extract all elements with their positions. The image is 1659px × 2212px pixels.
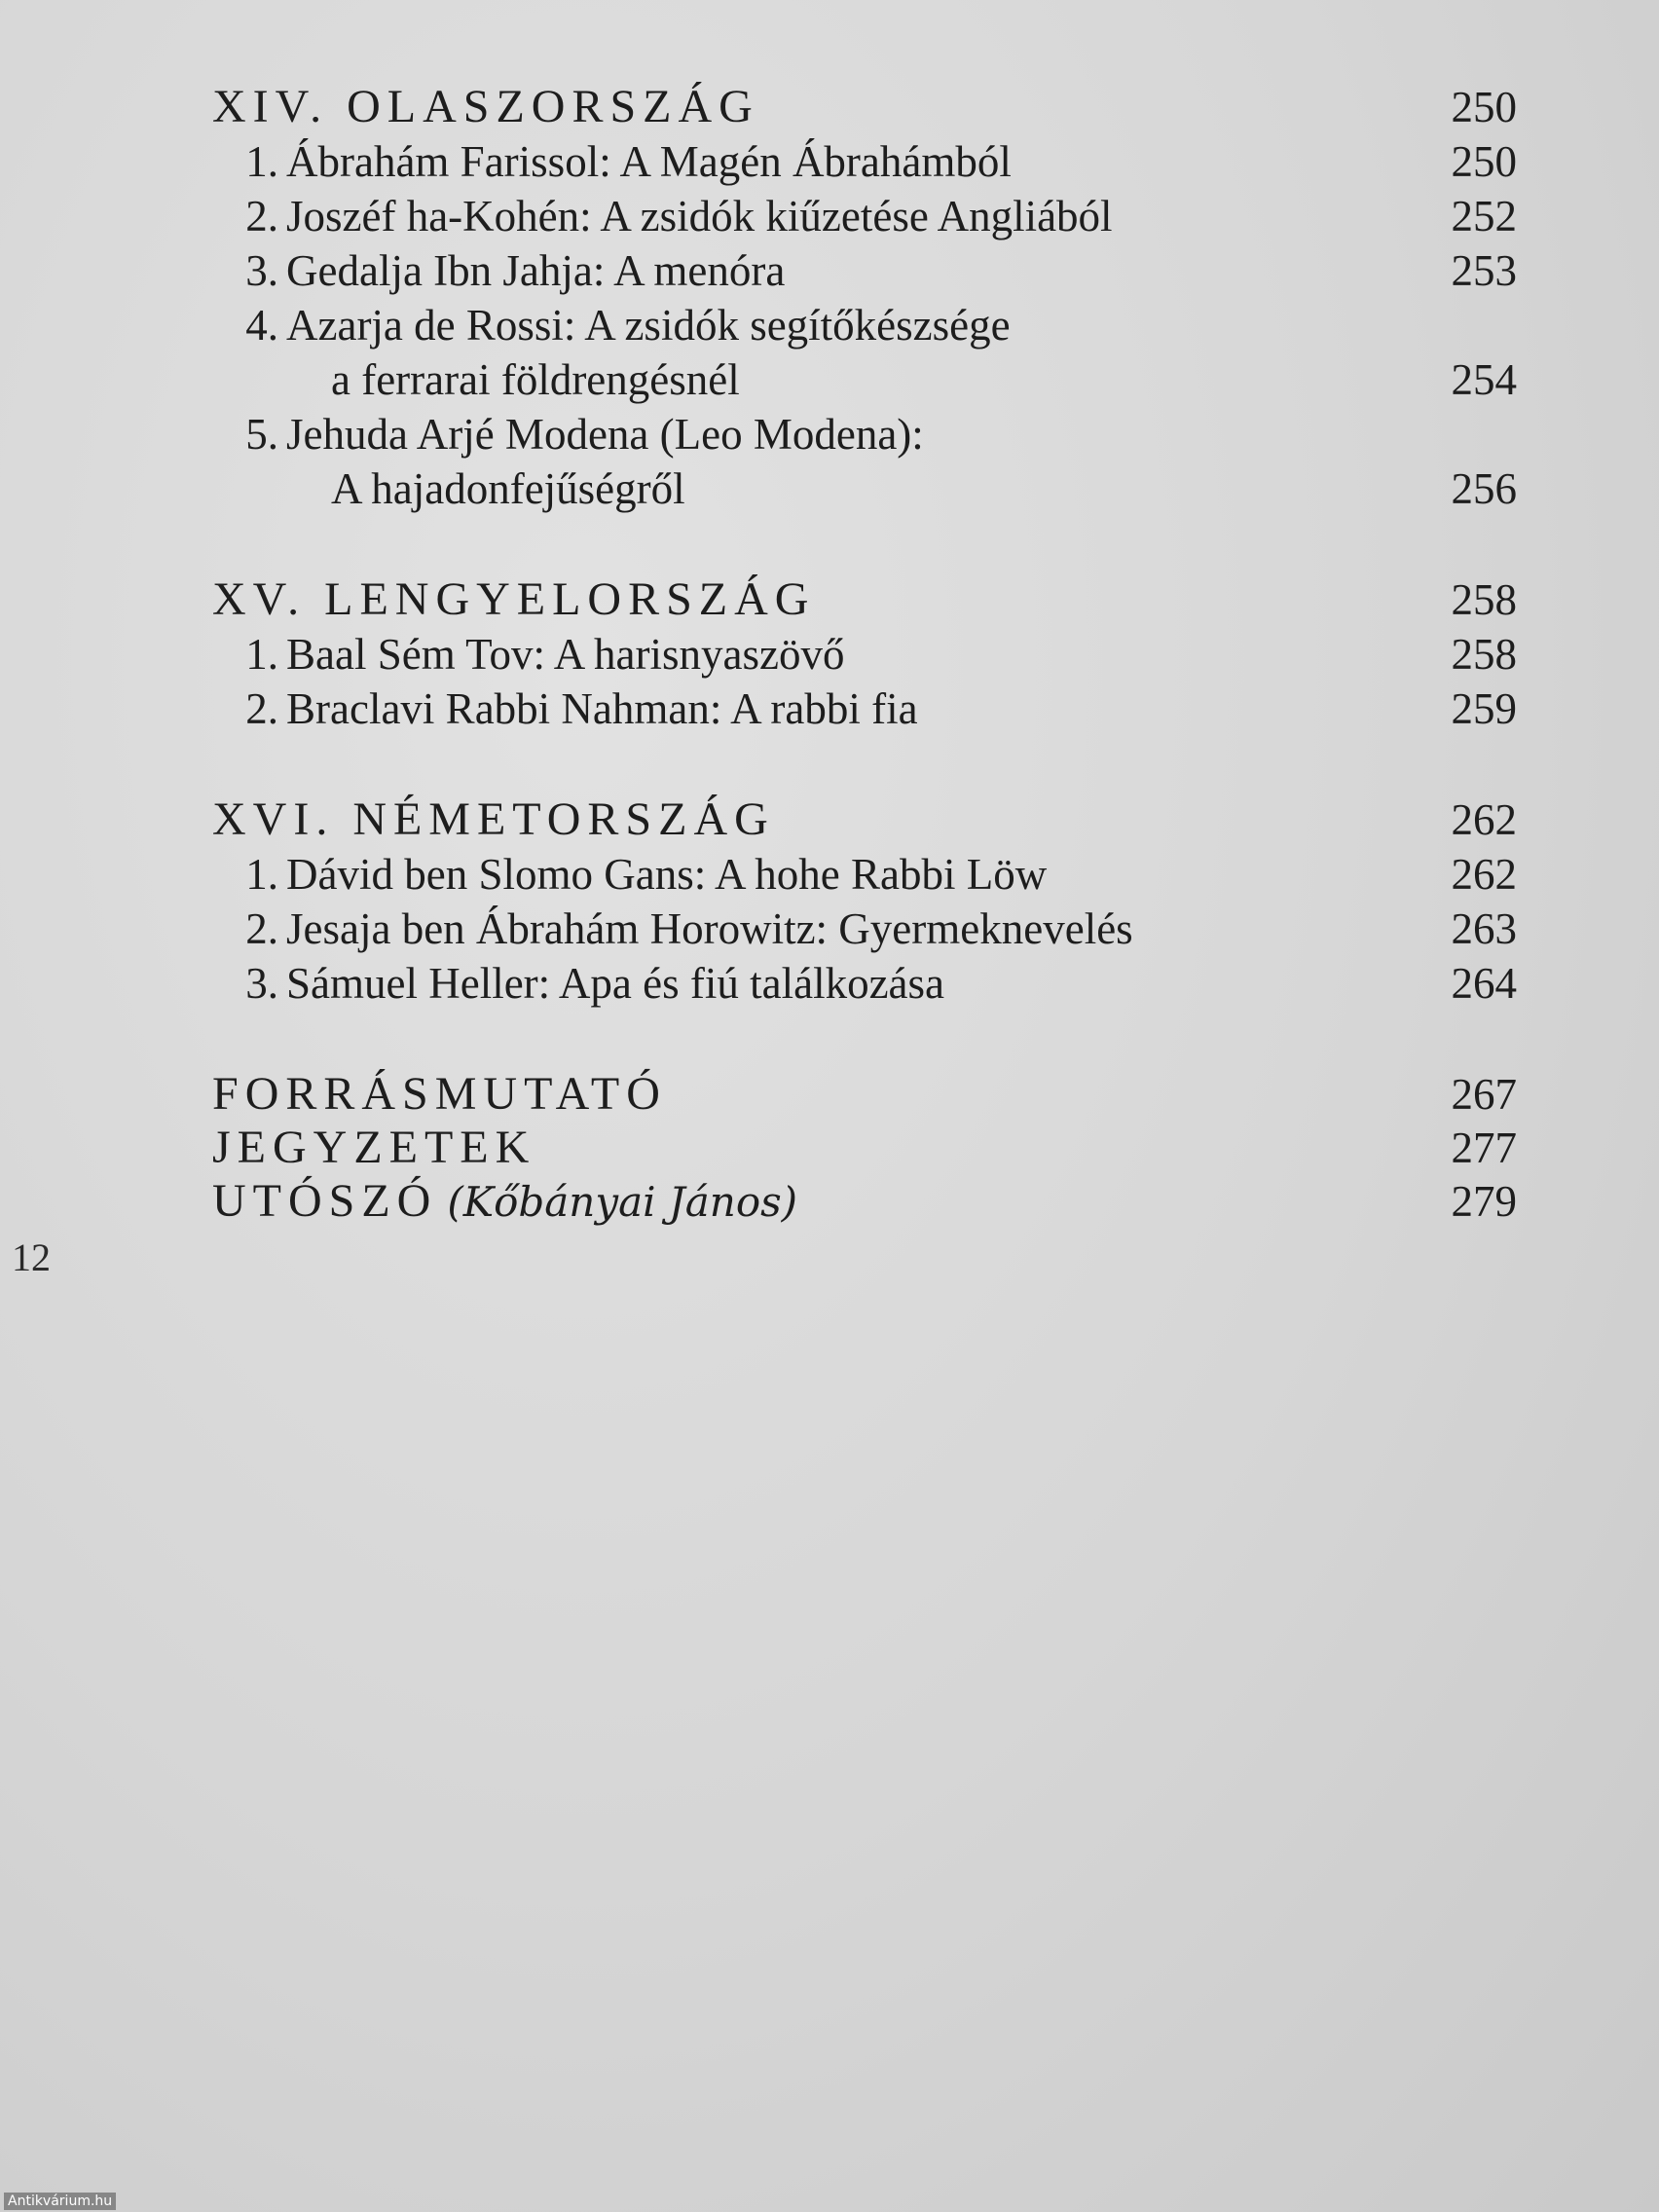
- entry-number: 3.: [245, 246, 278, 295]
- entry-text: Azarja de Rossi: A zsidók segítőkészsége: [286, 301, 1011, 350]
- page-number: 267: [1451, 1070, 1517, 1119]
- toc-entry: [212, 189, 1517, 243]
- entry-title: [245, 902, 1133, 956]
- entry-title: [245, 298, 1011, 352]
- page-number: 250: [1451, 137, 1517, 186]
- folio-page-number: 12: [12, 1235, 51, 1279]
- entry-title: [245, 956, 945, 1011]
- entry-text: Ábrahám Farissol: A Magén Ábrahámból: [286, 137, 1012, 186]
- toc-entry: [212, 627, 1517, 682]
- toc-entry: [212, 407, 1517, 461]
- table-of-contents: [212, 80, 1517, 1284]
- entry-title: [245, 407, 924, 461]
- back-matter-title: UTÓSZÓ: [212, 1175, 438, 1227]
- page-number: 264: [1451, 959, 1517, 1008]
- entry-text: Jehuda Arjé Modena (Leo Modena):: [286, 410, 924, 459]
- entry-text: Joszéf ha-Kohén: A zsidók kiűzetése Angliából: [286, 192, 1113, 240]
- toc-entry: [212, 902, 1517, 956]
- page-number: 258: [1451, 575, 1517, 624]
- entry-title: [245, 682, 918, 736]
- toc-back-matter: [212, 1067, 1517, 1228]
- back-matter-title: JEGYZETEK: [212, 1122, 536, 1173]
- page-number: 258: [1451, 630, 1517, 679]
- toc-entry: [212, 956, 1517, 1011]
- entry-number: 2.: [245, 684, 278, 733]
- back-matter-title-group: [212, 1174, 797, 1237]
- toc-section-olaszorszag: [212, 80, 1517, 516]
- toc-entry-continuation: [212, 352, 1517, 407]
- entry-text: Baal Sém Tov: A harisnyaszövő: [286, 630, 845, 679]
- back-matter-row: [212, 1067, 1517, 1121]
- page-number: 262: [1451, 850, 1517, 899]
- back-matter-title: FORRÁSMUTATÓ: [212, 1068, 667, 1120]
- section-heading-row: [212, 80, 1517, 134]
- toc-section-lengyelorszag: [212, 572, 1517, 736]
- entry-text: Braclavi Rabbi Nahman: A rabbi fia: [286, 684, 918, 733]
- toc-entry: [212, 682, 1517, 736]
- toc-entry: [212, 298, 1517, 352]
- entry-text: a ferrarai földrengésnél: [331, 355, 740, 404]
- entry-number: 5.: [245, 410, 278, 459]
- section-heading-row: [212, 572, 1517, 627]
- section-heading: XV. LENGYELORSZÁG: [212, 573, 816, 625]
- page-number: 279: [1451, 1177, 1517, 1226]
- toc-entry: [212, 243, 1517, 298]
- section-heading-row: [212, 793, 1517, 847]
- entry-number: 2.: [245, 192, 278, 240]
- entry-title: [245, 627, 845, 682]
- toc-entry: [212, 134, 1517, 189]
- page-number: 254: [1451, 355, 1517, 404]
- page-number: 259: [1451, 684, 1517, 733]
- entry-text: Dávid ben Slomo Gans: A hohe Rabbi Löw: [286, 850, 1048, 899]
- entry-number: 4.: [245, 301, 278, 350]
- page-number: 252: [1451, 192, 1517, 240]
- page-number: 263: [1451, 904, 1517, 953]
- page-number: 253: [1451, 246, 1517, 295]
- section-heading: XVI. NÉMETORSZÁG: [212, 793, 775, 845]
- entry-number: 2.: [245, 904, 278, 953]
- toc-entry: [212, 847, 1517, 902]
- entry-number: 3.: [245, 959, 278, 1008]
- entry-title: [245, 134, 1012, 189]
- section-heading: XIV. OLASZORSZÁG: [212, 81, 759, 132]
- entry-title: [245, 189, 1113, 243]
- watermark-logo: Antikvárium.hu: [4, 2193, 116, 2210]
- entry-text: Gedalja Ibn Jahja: A menóra: [286, 246, 786, 295]
- entry-text: A hajadonfejűségről: [331, 464, 685, 513]
- page-number: 256: [1451, 464, 1517, 513]
- page-number: 262: [1451, 795, 1517, 844]
- entry-number: 1.: [245, 850, 278, 899]
- entry-title: [245, 243, 786, 298]
- entry-number: 1.: [245, 630, 278, 679]
- toc-entry-continuation: [212, 461, 1517, 516]
- back-matter-author-note: (Kőbányai János): [447, 1178, 798, 1226]
- toc-section-nemetorszag: [212, 793, 1517, 1011]
- back-matter-row: [212, 1121, 1517, 1174]
- entry-title: [245, 847, 1048, 902]
- page-number: 250: [1451, 83, 1517, 131]
- entry-text: Sámuel Heller: Apa és fiú találkozása: [286, 959, 945, 1008]
- entry-text: Jesaja ben Ábrahám Horowitz: Gyermeknevelés: [286, 904, 1133, 953]
- entry-number: 1.: [245, 137, 278, 186]
- page-number: 277: [1451, 1124, 1517, 1172]
- back-matter-row: [212, 1174, 1517, 1228]
